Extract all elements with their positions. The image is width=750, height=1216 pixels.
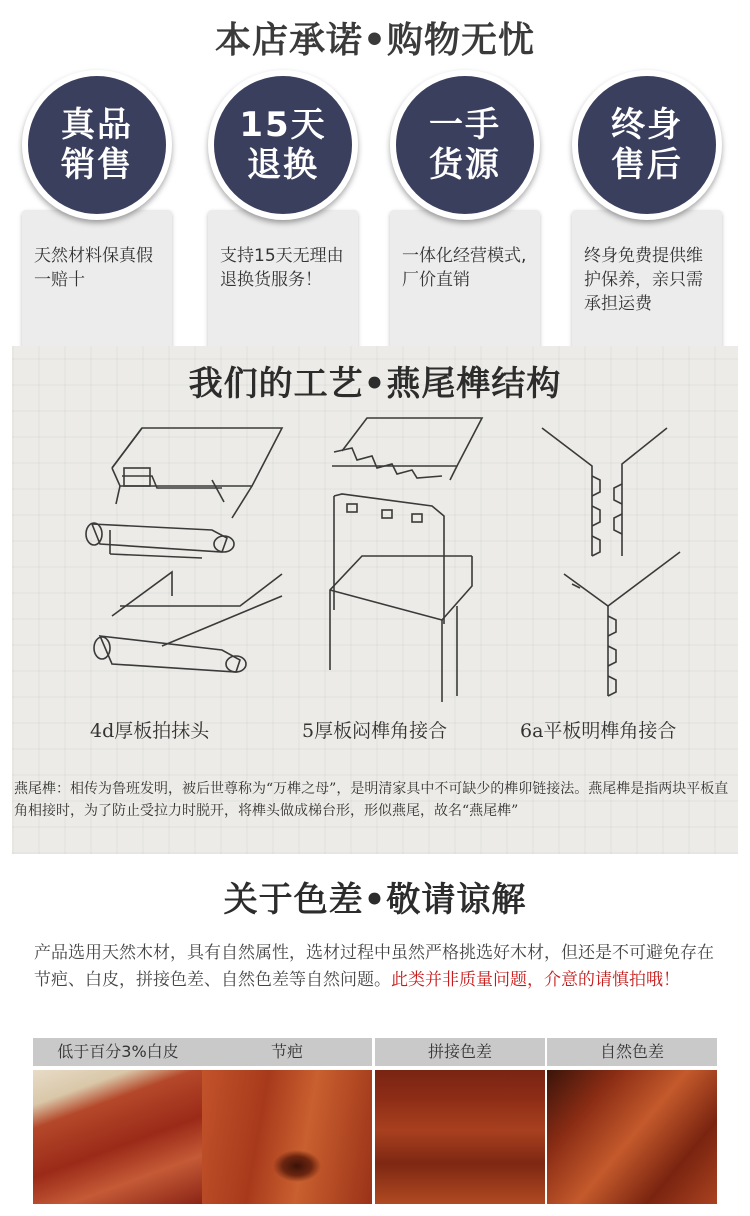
color-section-title: 关于色差•敬请谅解 <box>223 880 527 920</box>
badge-line2: 销售 <box>61 145 133 185</box>
wood-sample-image <box>33 1070 203 1204</box>
swatch-splice-color <box>375 1038 545 1204</box>
disclaimer-warning: 此类并非质量问题，介意的请慎拍哦！ <box>391 970 680 990</box>
promise-desc: 支持15天无理由退换货服务！ <box>220 246 344 290</box>
swatch-knot <box>202 1038 372 1204</box>
caption-6a: 6a平板明榫角接合 <box>520 720 677 742</box>
wood-sample-image <box>547 1070 717 1204</box>
swatch-label: 节疤 <box>202 1038 372 1066</box>
dovetail-note: 燕尾榫：相传为鲁班发明，被后世尊称为“万榫之母”，是明清家具中不可缺少的榫卯链接法。燕尾榫是指两块平板直角相接时，为了防止受拉力时脱开，将榫头做成梯台形，形似燕尾，故名“燕尾榫” <box>14 781 729 819</box>
craft-title: 我们的工艺•燕尾榫结构 <box>188 364 562 404</box>
badge-line1: 一手 <box>429 105 501 145</box>
swatch-white-sapwood <box>33 1038 203 1204</box>
badge-line1: 终身 <box>611 105 683 145</box>
caption-4d: 4d厚板拍抹头 <box>90 720 210 742</box>
joint-diagram-4d-rod <box>86 523 234 558</box>
promise-item-source <box>390 70 540 326</box>
promise-badge <box>572 70 722 220</box>
badge-line2: 退换 <box>247 145 319 185</box>
badge-line2: 货源 <box>429 145 501 185</box>
wood-sample-image <box>375 1070 545 1204</box>
promise-desc: 终身免费提供维护保养，亲只需承担运费 <box>584 246 703 314</box>
joint-diagram-4d-top <box>112 428 282 518</box>
promise-desc: 一体化经营模式,厂价直销 <box>402 246 527 290</box>
swatch-label: 自然色差 <box>547 1038 717 1066</box>
joinery-drawings <box>12 406 738 706</box>
disclaimer-text: 产品选用天然木材，具有自然属性，选材过程中虽然严格挑选好木材，但还是不可避免存在节疤、白皮，拼接色差、自然色差等自然问题。 <box>34 943 714 990</box>
promise-item-aftersale <box>572 70 722 326</box>
wood-sample-image <box>202 1070 372 1204</box>
swatch-label: 低于百分3%白皮 <box>33 1038 203 1066</box>
promise-badge <box>390 70 540 220</box>
joint-diagram-4d-bottom <box>94 572 282 672</box>
promise-section-title: 本店承诺•购物无忧 <box>214 20 535 61</box>
promise-item-return <box>208 70 358 326</box>
promise-badge <box>208 70 358 220</box>
swatch-natural-color <box>547 1038 717 1204</box>
promise-badge <box>22 70 172 220</box>
joint-diagram-6a-top <box>542 428 667 556</box>
badge-line2: 售后 <box>611 145 683 185</box>
color-disclaimer <box>34 940 724 994</box>
joint-diagram-5-bottom <box>330 556 472 702</box>
joint-diagram-5-top <box>332 418 482 480</box>
badge-line1: 真品 <box>61 105 133 145</box>
caption-5: 5厚板闷榫角接合 <box>302 720 448 742</box>
joint-diagram-5-block <box>334 494 444 624</box>
promise-item-genuine <box>22 70 172 326</box>
craft-panel <box>12 346 738 854</box>
badge-line1: 15天 <box>239 105 327 145</box>
joint-diagram-6a-bottom <box>564 552 680 696</box>
swatch-label: 拼接色差 <box>375 1038 545 1066</box>
promise-desc: 天然材料保真假一赔十 <box>34 246 153 290</box>
